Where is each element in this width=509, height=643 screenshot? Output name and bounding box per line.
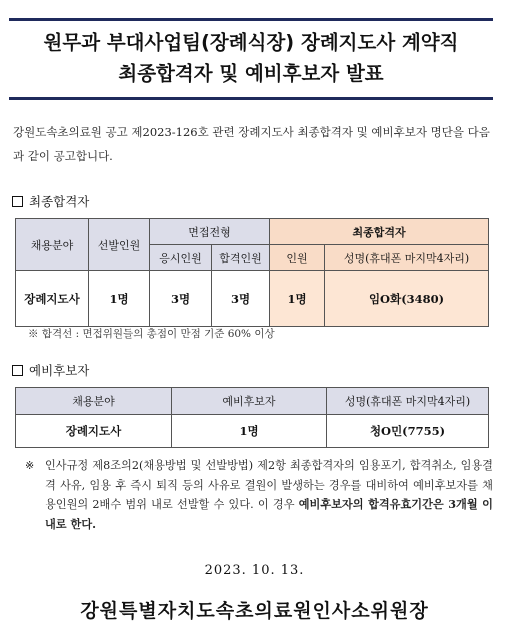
header-count: 인원 xyxy=(270,245,325,271)
cell-applicants: 3명 xyxy=(150,271,212,327)
intro-text: 강원도속초의료원 공고 제2023-126호 관련 장례지도사 최종합격자 및 예비후보자 명단을 다음과 같이 공고합니다. xyxy=(13,125,490,163)
reserve-note xyxy=(25,456,493,534)
cell-selection: 1명 xyxy=(89,271,150,327)
header-final-group: 최종합격자 xyxy=(270,219,489,245)
final-heading-label: 최종합격자 xyxy=(29,194,90,209)
cell-count: 1명 xyxy=(172,415,327,448)
checkbox-square-icon xyxy=(12,196,23,207)
cell-name: 임O화(3480) xyxy=(325,271,489,327)
final-section-heading xyxy=(12,192,89,210)
cell-field: 장례지도사 xyxy=(16,271,89,327)
note-text: 인사규정 제8조의2(채용방법 및 선발방법) 제2항 최종합격자의 임용포기, 합격취소, 임용결격 사유, 임용 후 즉시 퇴직 등의 사유로 결원이 발생하는 경우를 대비하여 예비후보자를 채용인원의 2배수 범위 내로 선발할 수 있다. 이 경우 xyxy=(45,459,493,511)
pass-line-note: ※ 합격선 : 면접위원들의 총점이 만점 기준 60% 이상 xyxy=(28,328,275,340)
header-passed: 합격인원 xyxy=(212,245,270,271)
header-count: 예비후보자 xyxy=(172,388,327,415)
header-name: 성명(휴대폰 마지막4자리) xyxy=(327,388,489,415)
header-field: 채용분야 xyxy=(16,388,172,415)
note-mark: ※ xyxy=(25,459,35,472)
header-name: 성명(휴대폰 마지막4자리) xyxy=(325,245,489,271)
reserve-section-heading xyxy=(12,361,89,379)
header-selection: 선발인원 xyxy=(89,219,150,271)
final-table xyxy=(15,218,489,327)
cell-field: 장례지도사 xyxy=(16,415,172,448)
header-interview: 면접전형 xyxy=(150,219,270,245)
title-box xyxy=(9,18,493,100)
table-row xyxy=(16,415,489,448)
cell-name: 청O민(7755) xyxy=(327,415,489,448)
table-row xyxy=(16,271,489,327)
note-emphasis: 예비후보자의 합격유효기간은 3개월 이내로 한다. xyxy=(45,497,493,531)
organization-name: 강원특별자치도속초의료원인사소위원장 xyxy=(80,600,429,622)
header-field: 채용분야 xyxy=(16,219,89,271)
announcement-date: 2023. 10. 13. xyxy=(204,563,305,578)
title-line-1: 원무과 부대사업팀(장례식장) 장례지도사 계약직 xyxy=(43,31,459,54)
cell-passed: 3명 xyxy=(212,271,270,327)
header-applicants: 응시인원 xyxy=(150,245,212,271)
title-line-2: 최종합격자 및 예비후보자 발표 xyxy=(118,62,384,85)
reserve-heading-label: 예비후보자 xyxy=(29,363,90,378)
cell-count: 1명 xyxy=(270,271,325,327)
reserve-table xyxy=(15,387,489,448)
checkbox-square-icon xyxy=(12,365,23,376)
note-body xyxy=(45,456,493,534)
